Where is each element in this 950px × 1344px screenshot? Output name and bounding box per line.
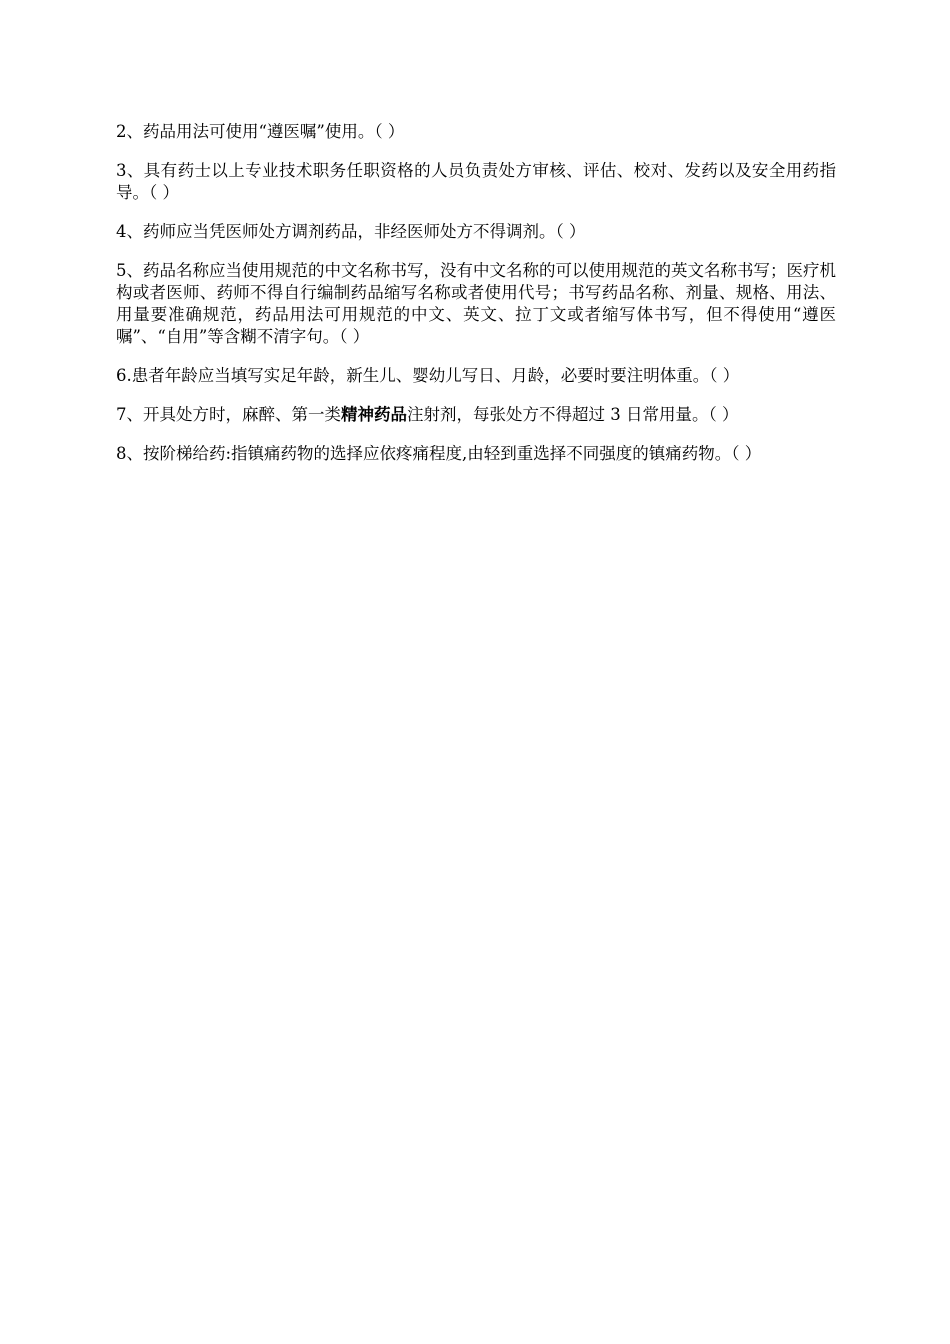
question-6: 6.患者年龄应当填写实足年龄，新生儿、婴幼儿写日、月龄，必要时要注明体重。（ ） bbox=[116, 366, 740, 385]
question-2: 2、药品用法可使用“遵医嘱”使用。（ ） bbox=[116, 122, 405, 141]
question-7-text-after: 注射剂，每张处方不得超过 3 日常用量。（ ） bbox=[407, 405, 739, 424]
question-5: 5、药品名称应当使用规范的中文名称书写，没有中文名称的可以使用规范的英文名称书写；医疗机构或者医师、药师不得自行编制药品缩写名称或者使用代号；书写药品名称、剂量、规格、用法、用量要准确规范，药品用法可用规范的中文、英文、拉丁文或者缩写体书写，但不得使用“遵医嘱”、“自用”等含糊不清字句。（ ） bbox=[116, 261, 836, 346]
question-3: 3、具有药士以上专业技术职务任职资格的人员负责处方审核、评估、校对、发药以及安全用药指导。（ ） bbox=[116, 161, 836, 202]
question-list bbox=[116, 121, 836, 482]
question-7-bold-term: 精神药品 bbox=[341, 405, 407, 424]
question-4: 4、药师应当凭医师处方调剂药品，非经医师处方不得调剂。（ ） bbox=[116, 222, 586, 241]
question-7-text-before: 7、开具处方时，麻醉、第一类 bbox=[116, 405, 341, 424]
question-8: 8、按阶梯给药:指镇痛药物的选择应依疼痛程度,由轻到重选择不同强度的镇痛药物。（ ） bbox=[116, 444, 762, 463]
question-7 bbox=[116, 404, 836, 426]
